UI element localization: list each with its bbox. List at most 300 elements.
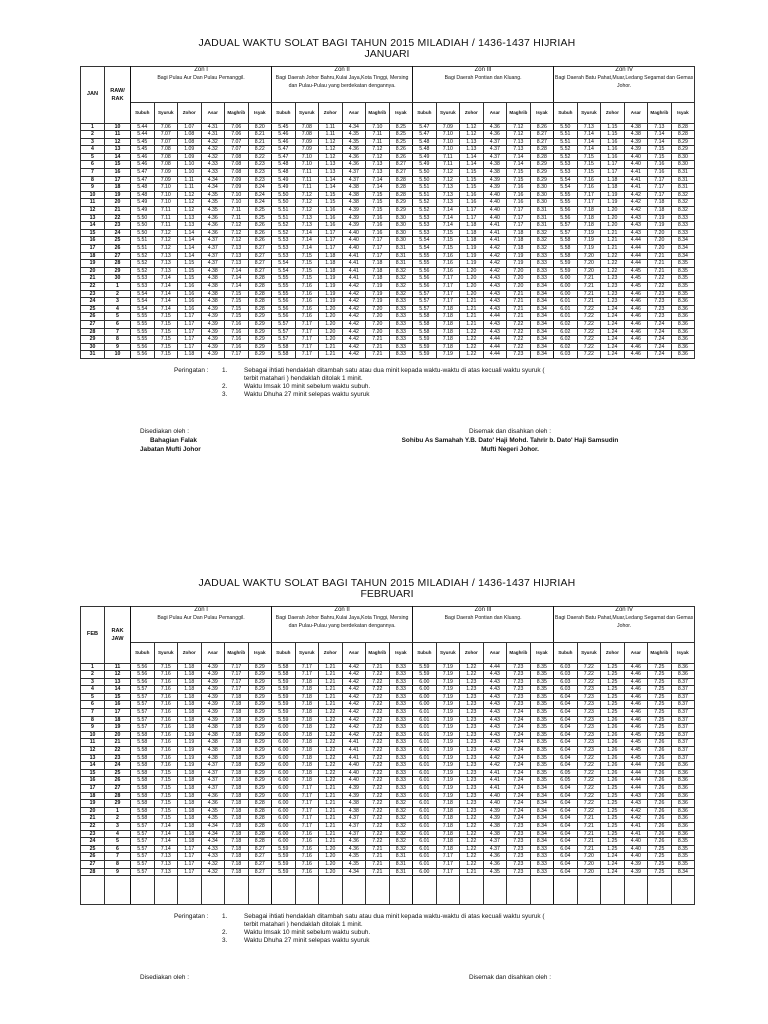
prepared-by: Disediakan oleh : Bahagian Falak Jabatan Mufti Johor [140,427,201,453]
table-cell: 8.34 [530,328,554,336]
table-cell: 8.36 [671,298,695,306]
table-cell: 1.21 [319,807,343,815]
table-cell: 7.13 [154,853,178,861]
table-cell: 5 [105,313,131,321]
zone-4-area: Bagi Daerah Batu Pahat,Muar,Ledang Segamat dan Gemas Johor. [554,614,695,642]
table-cell: 4.46 [624,290,648,298]
table-cell: 5.57 [131,838,155,846]
table-cell: 10 [81,731,105,739]
notes-label: Peringatan : [174,913,209,921]
table-cell: 5.48 [272,169,296,177]
table-cell: 7.18 [225,701,249,709]
table-cell: 4.37 [201,260,225,268]
table-cell: 5.56 [554,214,578,222]
table-cell: 1.16 [178,298,202,306]
table-cell: 7.24 [648,336,672,344]
table-cell: 7.18 [225,777,249,785]
zone-1-area: Bagi Pulau Aur Dan Pulau Pemanggil. [131,614,272,642]
table-cell: 7.18 [225,769,249,777]
table-cell: 7.13 [225,245,249,253]
table-cell: 7.12 [225,229,249,237]
table-cell: 5.55 [131,313,155,321]
table-cell: 7.17 [648,191,672,199]
table-cell: 7.11 [436,161,460,169]
table-cell: 1.20 [460,267,484,275]
table-cell: 5.50 [131,222,155,230]
table-cell: 7.10 [225,191,249,199]
table-cell: 7.21 [366,845,390,853]
table-cell: 7.13 [225,260,249,268]
table-cell: 7.10 [154,199,178,207]
table-cell: 7.15 [577,169,601,177]
table-cell: 6.03 [554,686,578,694]
table-cell: 8.28 [671,123,695,131]
table-cell: 7.22 [577,678,601,686]
table-cell: 8.35 [530,762,554,770]
table-cell: 4.44 [483,351,507,359]
table-cell: 7.24 [507,777,531,785]
table-cell: 4.36 [342,153,366,161]
table-cell: 8.33 [389,762,413,770]
table-cell: 1.22 [460,860,484,868]
table-cell: 6.04 [554,747,578,755]
table-cell: 4.45 [624,731,648,739]
table-row [81,777,695,785]
table-cell: 8.35 [671,860,695,868]
note-item: 3. Waktu Dhuha 27 minit selepas waktu syuruk [222,937,370,945]
table-cell: 7.19 [436,709,460,717]
table-cell: 7 [81,169,105,177]
table-cell: 5.52 [131,260,155,268]
table-cell: 4.44 [624,769,648,777]
table-cell: 7.18 [225,838,249,846]
table-cell: 8.37 [671,686,695,694]
table-cell: 5.46 [272,131,296,139]
table-cell: 8.33 [671,214,695,222]
table-cell: 7.21 [577,282,601,290]
table-cell: 7.24 [507,747,531,755]
table-cell: 7.15 [154,769,178,777]
january-signature [80,427,694,467]
table-cell: 8.33 [530,860,554,868]
table-cell: 7.13 [436,184,460,192]
table-cell: 7.22 [507,328,531,336]
table-cell: 1.25 [601,671,625,679]
table-cell: 1.20 [319,868,343,876]
table-cell: 1.21 [319,663,343,671]
table-cell: 7.14 [507,161,531,169]
table-cell: 8.32 [389,800,413,808]
table-row [81,663,695,671]
table-cell: 4.38 [483,830,507,838]
table-cell: 8.35 [530,663,554,671]
table-cell [154,876,178,905]
table-cell: 7.24 [507,739,531,747]
table-cell: 4.36 [342,838,366,846]
column-header-subuh: Subuh [131,102,155,123]
table-cell: 7.12 [366,153,390,161]
table-cell: 5.51 [131,237,155,245]
table-cell: 1.26 [601,777,625,785]
table-cell: 4.35 [201,807,225,815]
table-cell: 8.31 [389,252,413,260]
table-cell: 7.11 [154,222,178,230]
table-cell: 7.19 [648,222,672,230]
table-cell: 5.53 [272,245,296,253]
table-cell: 7.15 [154,328,178,336]
table-cell: 7.19 [436,678,460,686]
table-cell: 4.40 [342,245,366,253]
table-cell: 7.18 [225,830,249,838]
table-cell: 7.20 [507,275,531,283]
table-cell: 4.33 [201,853,225,861]
table-cell: 1.18 [178,351,202,359]
table-cell: 4.40 [483,792,507,800]
table-cell: 5.58 [272,671,296,679]
table-cell: 4.38 [201,731,225,739]
table-cell: 8.34 [530,282,554,290]
prepared-by: Disediakan oleh : [140,974,190,982]
table-cell: 6.01 [413,731,437,739]
february-table-body [81,663,695,905]
table-cell: 4.41 [624,184,648,192]
table-cell: 5.57 [554,229,578,237]
table-cell: 4.37 [483,845,507,853]
table-cell: 6.00 [413,686,437,694]
table-cell: 7.21 [366,351,390,359]
table-cell: 4.42 [342,731,366,739]
table-cell: 4.33 [201,161,225,169]
table-cell: 7.16 [366,229,390,237]
table-cell: 4.36 [342,146,366,154]
table-cell: 1.21 [319,838,343,846]
table-cell: 1.11 [178,176,202,184]
table-cell: 8.33 [530,853,554,861]
column-header-asar: Asar [483,642,507,663]
table-cell: 7.13 [154,860,178,868]
table-cell: 8.30 [389,214,413,222]
table-cell: 7.24 [507,815,531,823]
table-cell: 8.32 [389,822,413,830]
table-cell: 1.22 [460,336,484,344]
table-cell: 8.28 [248,838,272,846]
table-cell: 6.05 [554,769,578,777]
table-cell: 7.23 [507,701,531,709]
table-cell: 1.23 [601,282,625,290]
table-cell: 7.17 [507,207,531,215]
table-cell: 5.57 [131,845,155,853]
table-cell: 4.39 [201,686,225,694]
table-cell: 27 [105,785,131,793]
table-row [81,860,695,868]
table-cell: 8.37 [671,747,695,755]
table-row [81,176,695,184]
table-cell: 7.16 [154,709,178,717]
table-cell: 21 [105,207,131,215]
table-cell: 8.25 [389,123,413,131]
table-cell: 4.42 [342,351,366,359]
table-cell: 8.32 [389,275,413,283]
table-cell: 4.37 [201,777,225,785]
table-cell: 7.17 [295,792,319,800]
table-cell: 16 [81,237,105,245]
table-cell: 6.04 [554,845,578,853]
table-cell: 4.41 [342,260,366,268]
table-cell: 6 [105,845,131,853]
table-cell: 1.18 [178,785,202,793]
table-cell: 7.22 [366,830,390,838]
table-cell: 1.20 [601,222,625,230]
table-cell: 1.20 [601,207,625,215]
table-cell: 7.16 [154,724,178,732]
table-cell: 7.16 [225,336,249,344]
table-cell: 5.53 [131,282,155,290]
table-cell: 7.22 [366,686,390,694]
table-cell: 7.26 [648,815,672,823]
table-cell: 8.36 [671,328,695,336]
table-cell: 1.18 [460,229,484,237]
table-cell: 7.10 [295,153,319,161]
table-cell: 7.20 [577,260,601,268]
table-cell: 6.00 [272,762,296,770]
table-cell: 8.32 [671,199,695,207]
table-cell: 7.16 [648,161,672,169]
table-cell: 1.25 [601,678,625,686]
table-cell: 1.24 [601,336,625,344]
table-row [81,290,695,298]
table-cell: 5.57 [131,724,155,732]
table-cell: 4.35 [201,815,225,823]
table-cell: 7.18 [366,275,390,283]
table-cell: 7.15 [366,199,390,207]
table-cell: 5.57 [131,860,155,868]
table-cell: 11 [105,663,131,671]
table-cell: 4.42 [483,762,507,770]
table-cell: 7.18 [577,207,601,215]
note-item: 1. Sebagai ihtiati hendaklah ditambah satu atau dua minit kepada waktu-waktu di atas kecuali waktu syuruk ( terbit matahari ) hendaklah ditolak 1 minit. [222,913,545,929]
table-cell: 21 [105,739,131,747]
table-cell: 1.16 [601,138,625,146]
table-cell: 7.21 [648,267,672,275]
table-cell: 5.56 [413,282,437,290]
table-cell: 8.37 [671,709,695,717]
table-cell: 7.17 [295,351,319,359]
table-cell: 4.44 [624,260,648,268]
table-cell: 5.59 [554,267,578,275]
table-cell: 7.16 [295,830,319,838]
table-cell: 1.22 [319,754,343,762]
table-cell: 8.29 [671,146,695,154]
column-header-row [81,642,695,663]
table-cell: 5.58 [554,245,578,253]
table-cell [389,876,413,905]
table-cell: 7.14 [154,305,178,313]
table-row [81,754,695,762]
table-cell: 7.22 [366,747,390,755]
table-cell: 5.56 [272,313,296,321]
table-cell: 7.23 [507,351,531,359]
table-cell: 4.42 [624,191,648,199]
table-cell: 5.52 [554,153,578,161]
january-title: JADUAL WAKTU SOLAT BAGI TAHUN 2015 MILADIAH / 1436-1437 HIJRIAH [198,37,576,49]
table-cell: 8.24 [248,199,272,207]
table-cell: 25 [81,845,105,853]
table-cell: 7 [105,328,131,336]
table-cell: 7.23 [577,693,601,701]
table-cell: 4.42 [483,252,507,260]
table-cell: 7.22 [577,754,601,762]
table-cell: 7.18 [225,762,249,770]
table-cell: 5.55 [272,275,296,283]
table-cell: 7.17 [225,671,249,679]
table-cell: 13 [105,146,131,154]
table-cell: 1.18 [460,237,484,245]
table-cell: 7.15 [295,275,319,283]
table-cell: 7.21 [507,298,531,306]
column-header-syuruk: Syuruk [436,642,460,663]
table-cell: 5.54 [413,245,437,253]
table-cell: 8.34 [671,252,695,260]
table-cell: 1.14 [319,176,343,184]
column-header-asar: Asar [201,102,225,123]
zone-3-area: Bagi Daerah Pontian dan Kluang. [413,74,554,102]
table-cell: 5.58 [131,815,155,823]
table-cell: 7.22 [577,343,601,351]
table-cell: 7.22 [366,769,390,777]
table-row [81,693,695,701]
table-cell: 7.07 [225,138,249,146]
table-cell: 7.23 [648,305,672,313]
table-cell: 19 [105,191,131,199]
table-cell: 7.09 [436,123,460,131]
table-cell: 4.38 [201,282,225,290]
table-cell: 1.12 [460,131,484,139]
table-cell: 7.17 [577,199,601,207]
table-cell: 4.40 [483,214,507,222]
table-cell: 7.20 [648,237,672,245]
table-cell: 4.42 [483,245,507,253]
table-cell: 8.24 [248,191,272,199]
table-cell: 7.17 [436,282,460,290]
table-cell: 7.24 [648,320,672,328]
table-row [81,762,695,770]
table-cell: 4.46 [624,671,648,679]
table-cell: 4.38 [201,724,225,732]
table-cell: 7.16 [577,176,601,184]
table-cell: 8.33 [530,845,554,853]
table-cell: 4.38 [201,267,225,275]
table-cell: 8.31 [671,176,695,184]
table-cell: 7.24 [507,800,531,808]
table-cell: 4.36 [483,853,507,861]
table-row [81,267,695,275]
table-cell: 8.34 [530,785,554,793]
table-cell: 7.23 [507,663,531,671]
table-cell: 8.32 [671,191,695,199]
table-cell: 6 [105,320,131,328]
table-cell: 7.18 [295,709,319,717]
table-cell: 7.22 [366,792,390,800]
table-cell: 1.19 [319,290,343,298]
table-cell: 15 [105,161,131,169]
table-cell: 5.57 [272,336,296,344]
table-row [81,830,695,838]
table-cell: 7.17 [295,336,319,344]
table-cell: 7.22 [577,792,601,800]
table-cell: 4.45 [624,747,648,755]
table-cell: 8.35 [671,267,695,275]
table-cell: 28 [105,260,131,268]
table-cell: 8.34 [530,838,554,846]
table-row [81,199,695,207]
table-cell: 7.18 [577,214,601,222]
table-cell: 5.59 [272,709,296,717]
table-cell: 7.11 [295,169,319,177]
table-cell: 4.36 [201,800,225,808]
table-cell: 4.35 [483,868,507,876]
table-cell: 8 [105,336,131,344]
table-cell: 5.57 [131,709,155,717]
table-cell: 4.35 [201,207,225,215]
table-row [81,252,695,260]
table-cell: 8.31 [389,853,413,861]
table-cell: 2 [81,671,105,679]
table-cell: 1.26 [601,724,625,732]
table-cell: 1.21 [319,693,343,701]
february-title: JADUAL WAKTU SOLAT BAGI TAHUN 2015 MILADIAH / 1436-1437 HIJRIAH [198,577,576,589]
table-cell: 7.16 [295,290,319,298]
table-cell: 5.58 [131,754,155,762]
table-cell: 5.58 [131,769,155,777]
table-cell: 22 [105,747,131,755]
table-cell: 7.25 [648,716,672,724]
table-cell: 1.15 [319,199,343,207]
table-cell: 4.45 [624,282,648,290]
table-cell: 5.48 [413,138,437,146]
table-cell: 5.48 [413,146,437,154]
table-cell [577,876,601,905]
note-item: 2. Waktu Imsak 10 minit sebelum waktu subuh. [222,382,371,390]
table-row [81,785,695,793]
column-header-subuh: Subuh [413,102,437,123]
table-cell: 5.59 [272,868,296,876]
table-cell: 7.23 [507,830,531,838]
table-cell: 4.37 [483,838,507,846]
zone-4-header: Zon IV [554,67,695,75]
table-cell: 1.17 [178,320,202,328]
table-cell: 8.29 [248,747,272,755]
table-cell: 1.17 [319,229,343,237]
table-cell: 4.43 [624,214,648,222]
table-cell: 1.22 [460,328,484,336]
table-cell: 7.12 [507,131,531,139]
table-row [81,328,695,336]
table-cell: 1.18 [178,838,202,846]
table-cell: 6.00 [554,275,578,283]
table-cell: 6.01 [413,830,437,838]
table-cell: 7.17 [225,663,249,671]
table-cell: 7.24 [507,754,531,762]
table-cell: 1.18 [178,830,202,838]
table-cell: 6.03 [554,671,578,679]
table-cell: 8.30 [530,199,554,207]
table-cell: 4.43 [624,800,648,808]
table-cell: 7.21 [577,838,601,846]
table-cell: 5.54 [554,176,578,184]
table-row [81,807,695,815]
table-cell: 4.38 [342,191,366,199]
table-cell: 7.14 [648,138,672,146]
